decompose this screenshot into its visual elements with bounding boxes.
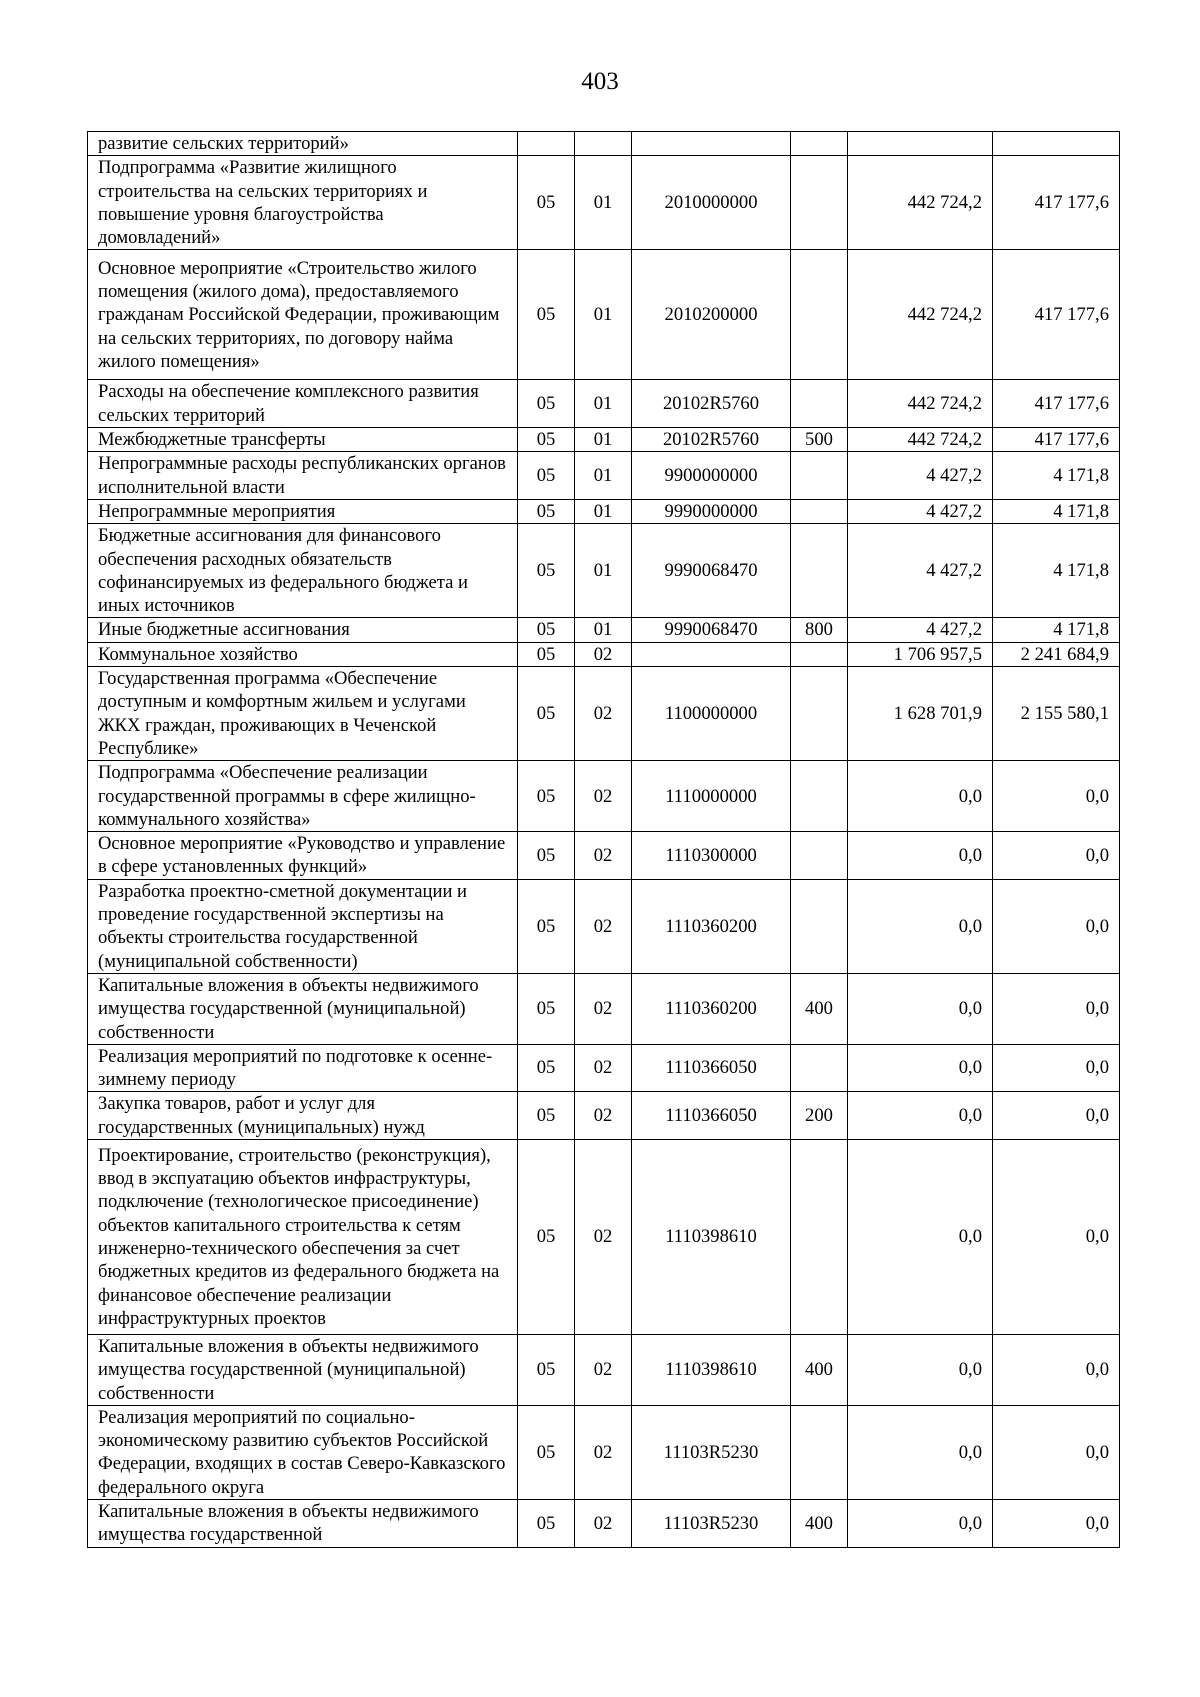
table-row <box>88 973 1120 1044</box>
item-name-cell: Расходы на обеспечение комплексного развития сельских территорий <box>88 380 518 428</box>
amount-cell-1: 4 427,2 <box>848 524 993 618</box>
section-code-cell: 05 <box>518 832 575 880</box>
subsection-code-cell: 02 <box>575 973 632 1044</box>
item-name-cell: Проектирование, строительство (реконструкция), ввод в экспуатацию объектов инфраструктуры, подключение (технологическое присоединение) объектов капитального строительства к сетям инженерно-технического обеспечения за счет бюджетных кредитов из федерального бюджета на финансовое обеспечение реализации инфраструктурных проектов <box>88 1139 518 1334</box>
section-code-cell: 05 <box>518 1334 575 1405</box>
expense-type-cell: 400 <box>791 973 848 1044</box>
subsection-code-cell: 02 <box>575 832 632 880</box>
amount-cell-2: 4 171,8 <box>993 452 1120 500</box>
subsection-code-cell: 01 <box>575 428 632 452</box>
amount-cell-1: 4 427,2 <box>848 499 993 523</box>
target-code-cell: 1110398610 <box>632 1334 791 1405</box>
section-code-cell: 05 <box>518 667 575 761</box>
expense-type-cell <box>791 156 848 250</box>
table-row <box>88 832 1120 880</box>
budget-table <box>87 131 1120 1548</box>
subsection-code-cell: 02 <box>575 1044 632 1092</box>
expense-type-cell <box>791 1405 848 1499</box>
section-code-cell: 05 <box>518 156 575 250</box>
item-name-cell: Закупка товаров, работ и услуг для государственных (муниципальных) нужд <box>88 1092 518 1140</box>
item-name-cell: Бюджетные ассигнования для финансового обеспечения расходных обязательств софинансируемых из федерального бюджета и иных источников <box>88 524 518 618</box>
section-code-cell: 05 <box>518 1405 575 1499</box>
amount-cell-2: 2 241 684,9 <box>993 642 1120 666</box>
amount-cell-2: 0,0 <box>993 832 1120 880</box>
table-row <box>88 132 1120 156</box>
item-name-cell: Реализация мероприятий по социально-экономическому развитию субъектов Российской Федерации, входящих в состав Северо-Кавказского федерального округа <box>88 1405 518 1499</box>
amount-cell-2: 0,0 <box>993 1405 1120 1499</box>
target-code-cell: 9990000000 <box>632 499 791 523</box>
amount-cell-1: 0,0 <box>848 1092 993 1140</box>
amount-cell-2: 0,0 <box>993 879 1120 973</box>
expense-type-cell <box>791 132 848 156</box>
amount-cell-2: 2 155 580,1 <box>993 667 1120 761</box>
page-number: 403 <box>581 68 619 95</box>
target-code-cell: 1100000000 <box>632 667 791 761</box>
subsection-code-cell: 02 <box>575 642 632 666</box>
target-code-cell <box>632 132 791 156</box>
section-code-cell: 05 <box>518 499 575 523</box>
amount-cell-2: 0,0 <box>993 973 1120 1044</box>
item-name-cell: Основное мероприятие «Строительство жилого помещения (жилого дома), предоставляемого гражданам Российской Федерации, проживающим на сельских территориях, по договору найма жилого помещения» <box>88 250 518 380</box>
table-row <box>88 250 1120 380</box>
amount-cell-2: 417 177,6 <box>993 380 1120 428</box>
table-row <box>88 380 1120 428</box>
amount-cell-1: 0,0 <box>848 1044 993 1092</box>
subsection-code-cell: 02 <box>575 1139 632 1334</box>
subsection-code-cell: 01 <box>575 250 632 380</box>
amount-cell-2 <box>993 132 1120 156</box>
expense-type-cell <box>791 524 848 618</box>
table-row <box>88 642 1120 666</box>
table-body <box>88 132 1120 1548</box>
amount-cell-1: 0,0 <box>848 1334 993 1405</box>
subsection-code-cell: 02 <box>575 1334 632 1405</box>
expense-type-cell <box>791 761 848 832</box>
amount-cell-1: 0,0 <box>848 879 993 973</box>
subsection-code-cell: 01 <box>575 524 632 618</box>
section-code-cell: 05 <box>518 250 575 380</box>
amount-cell-2: 4 171,8 <box>993 524 1120 618</box>
expense-type-cell <box>791 1044 848 1092</box>
subsection-code-cell: 01 <box>575 380 632 428</box>
section-code-cell: 05 <box>518 879 575 973</box>
amount-cell-2: 0,0 <box>993 1334 1120 1405</box>
item-name-cell: Непрограммные расходы республиканских органов исполнительной власти <box>88 452 518 500</box>
item-name-cell: Иные бюджетные ассигнования <box>88 618 518 642</box>
target-code-cell: 1110366050 <box>632 1092 791 1140</box>
amount-cell-1: 0,0 <box>848 1405 993 1499</box>
item-name-cell: Непрограммные мероприятия <box>88 499 518 523</box>
target-code-cell: 9990068470 <box>632 618 791 642</box>
expense-type-cell <box>791 499 848 523</box>
amount-cell-1: 0,0 <box>848 973 993 1044</box>
table-row <box>88 1500 1120 1548</box>
amount-cell-1: 0,0 <box>848 1139 993 1334</box>
section-code-cell: 05 <box>518 1500 575 1548</box>
table-row <box>88 1139 1120 1334</box>
amount-cell-1: 442 724,2 <box>848 156 993 250</box>
amount-cell-2: 0,0 <box>993 761 1120 832</box>
subsection-code-cell: 02 <box>575 1405 632 1499</box>
amount-cell-1: 4 427,2 <box>848 618 993 642</box>
expense-type-cell: 800 <box>791 618 848 642</box>
table-row <box>88 428 1120 452</box>
target-code-cell: 1110300000 <box>632 832 791 880</box>
amount-cell-2: 0,0 <box>993 1044 1120 1092</box>
amount-cell-2: 0,0 <box>993 1092 1120 1140</box>
subsection-code-cell: 01 <box>575 618 632 642</box>
target-code-cell: 1110360200 <box>632 973 791 1044</box>
amount-cell-1: 0,0 <box>848 1500 993 1548</box>
amount-cell-1: 442 724,2 <box>848 250 993 380</box>
subsection-code-cell: 01 <box>575 156 632 250</box>
expense-type-cell <box>791 452 848 500</box>
amount-cell-1: 442 724,2 <box>848 380 993 428</box>
section-code-cell <box>518 132 575 156</box>
table-row <box>88 761 1120 832</box>
target-code-cell: 20102R5760 <box>632 380 791 428</box>
amount-cell-2: 417 177,6 <box>993 156 1120 250</box>
expense-type-cell <box>791 832 848 880</box>
expense-type-cell <box>791 667 848 761</box>
expense-type-cell: 400 <box>791 1500 848 1548</box>
target-code-cell: 1110000000 <box>632 761 791 832</box>
amount-cell-1: 1 628 701,9 <box>848 667 993 761</box>
item-name-cell: Капитальные вложения в объекты недвижимого имущества государственной <box>88 1500 518 1548</box>
item-name-cell: Реализация мероприятий по подготовке к осенне-зимнему периоду <box>88 1044 518 1092</box>
item-name-cell: Коммунальное хозяйство <box>88 642 518 666</box>
amount-cell-2: 4 171,8 <box>993 618 1120 642</box>
amount-cell-2: 4 171,8 <box>993 499 1120 523</box>
amount-cell-2: 417 177,6 <box>993 428 1120 452</box>
amount-cell-1: 0,0 <box>848 832 993 880</box>
subsection-code-cell: 01 <box>575 452 632 500</box>
target-code-cell: 11103R5230 <box>632 1500 791 1548</box>
target-code-cell: 20102R5760 <box>632 428 791 452</box>
section-code-cell: 05 <box>518 428 575 452</box>
subsection-code-cell: 02 <box>575 1500 632 1548</box>
expense-type-cell <box>791 642 848 666</box>
expense-type-cell: 200 <box>791 1092 848 1140</box>
subsection-code-cell: 02 <box>575 761 632 832</box>
section-code-cell: 05 <box>518 642 575 666</box>
target-code-cell: 2010000000 <box>632 156 791 250</box>
target-code-cell <box>632 642 791 666</box>
amount-cell-1: 442 724,2 <box>848 428 993 452</box>
amount-cell-2: 0,0 <box>993 1500 1120 1548</box>
amount-cell-1: 1 706 957,5 <box>848 642 993 666</box>
section-code-cell: 05 <box>518 452 575 500</box>
section-code-cell: 05 <box>518 1044 575 1092</box>
subsection-code-cell <box>575 132 632 156</box>
item-name-cell: Государственная программа «Обеспечение доступным и комфортным жильем и услугами ЖКХ граждан, проживающих в Чеченской Республике» <box>88 667 518 761</box>
table-row <box>88 1044 1120 1092</box>
target-code-cell: 9900000000 <box>632 452 791 500</box>
table-row <box>88 452 1120 500</box>
target-code-cell: 1110360200 <box>632 879 791 973</box>
table-row <box>88 618 1120 642</box>
section-code-cell: 05 <box>518 524 575 618</box>
expense-type-cell <box>791 250 848 380</box>
target-code-cell: 9990068470 <box>632 524 791 618</box>
amount-cell-2: 0,0 <box>993 1139 1120 1334</box>
subsection-code-cell: 01 <box>575 499 632 523</box>
table-row <box>88 667 1120 761</box>
item-name-cell: Подпрограмма «Развитие жилищного строительства на сельских территориях и повышение уровня благоустройства домовладений» <box>88 156 518 250</box>
subsection-code-cell: 02 <box>575 667 632 761</box>
section-code-cell: 05 <box>518 761 575 832</box>
table-row <box>88 156 1120 250</box>
section-code-cell: 05 <box>518 973 575 1044</box>
table-row <box>88 1334 1120 1405</box>
target-code-cell: 11103R5230 <box>632 1405 791 1499</box>
table-row <box>88 1405 1120 1499</box>
subsection-code-cell: 02 <box>575 879 632 973</box>
target-code-cell: 1110366050 <box>632 1044 791 1092</box>
expense-type-cell: 500 <box>791 428 848 452</box>
expense-type-cell <box>791 380 848 428</box>
item-name-cell: Основное мероприятие «Руководство и управление в сфере установленных функций» <box>88 832 518 880</box>
expense-type-cell: 400 <box>791 1334 848 1405</box>
item-name-cell: Капитальные вложения в объекты недвижимого имущества государственной (муниципальной) собственности <box>88 973 518 1044</box>
item-name-cell: Подпрограмма «Обеспечение реализации государственной программы в сфере жилищно-коммунального хозяйства» <box>88 761 518 832</box>
expense-type-cell <box>791 879 848 973</box>
target-code-cell: 2010200000 <box>632 250 791 380</box>
amount-cell-1: 0,0 <box>848 761 993 832</box>
table-row <box>88 499 1120 523</box>
table-row <box>88 1092 1120 1140</box>
item-name-cell: Капитальные вложения в объекты недвижимого имущества государственной (муниципальной) собственности <box>88 1334 518 1405</box>
target-code-cell: 1110398610 <box>632 1139 791 1334</box>
amount-cell-1: 4 427,2 <box>848 452 993 500</box>
subsection-code-cell: 02 <box>575 1092 632 1140</box>
section-code-cell: 05 <box>518 1139 575 1334</box>
amount-cell-2: 417 177,6 <box>993 250 1120 380</box>
section-code-cell: 05 <box>518 1092 575 1140</box>
expense-type-cell <box>791 1139 848 1334</box>
item-name-cell: Межбюджетные трансферты <box>88 428 518 452</box>
section-code-cell: 05 <box>518 618 575 642</box>
section-code-cell: 05 <box>518 380 575 428</box>
table-row <box>88 524 1120 618</box>
item-name-cell: Разработка проектно-сметной документации и проведение государственной экспертизы на объекты строительства государственной (муниципальной собственности) <box>88 879 518 973</box>
item-name-cell: развитие сельских территорий» <box>88 132 518 156</box>
amount-cell-1 <box>848 132 993 156</box>
table-row <box>88 879 1120 973</box>
